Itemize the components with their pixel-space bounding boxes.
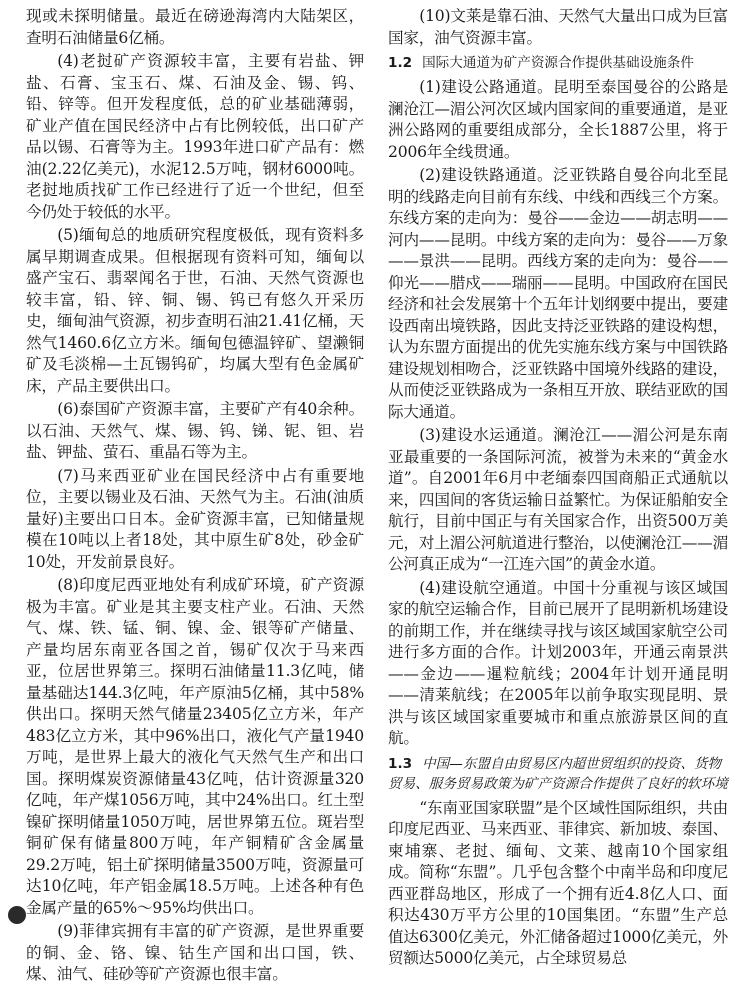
paragraph-water: (3)建设水运通道。澜沧江——湄公河是东南亚最重要的一条国际河流，被誉为未来的“黄金水道”。自2001年6月中老缅泰四国商船正式通航以来，四国间的客货运输日益繁忙。为保证船舶安全航行，目前中国正与有关国家合作，出资500万美元，对上湄公河航道进行整治，以使澜沧江——湄公河真正成为“一江连六国”的黄金水道。 [388, 426, 728, 573]
paragraph-brunei: (10)文莱是靠石油、天然气大量出口成为巨富国家，油气资源丰富。 [388, 7, 728, 47]
paragraph-air: (4)建设航空通道。中国十分重视与该区域国家的航空运输合作，目前已展开了昆明新机场建设的前期工作，并在继续寻找与该区域国家航空公司进行多方面的合作。计划2003年，开通云南景洪——金边——暹粒航线；2004年计划开通昆明——清莱航线；在2005年以前争取实现昆明、景洪与该区域国家重要城市和重点旅游景区间的直航。 [388, 578, 728, 747]
paragraph-road: (1)建设公路通道。昆明至泰国曼谷的公路是澜沧江—湄公河次区域内国家间的重要通道，是亚洲公路网的重要组成部分，全长1887公里，将于2006年全线贯通。 [388, 78, 728, 161]
section-title: 中国—东盟自由贸易区内超世贸组织的投资、货物贸易、服务贸易政策为矿产资源合作提供了良好的软环境 [388, 755, 728, 792]
paragraph-malaysia: (7)马来西亚矿业在国民经济中占有重要地位，主要以锡业及石油、天然气为主。石油(油质量好)主要出口日本。金矿资源丰富，已知储量规模在10吨以上者18处，其中原生矿8处，砂金矿10处，开发前景良好。 [26, 466, 364, 571]
section-number: 1.2 [388, 55, 413, 71]
paragraph-philippines: (9)菲律宾拥有丰富的矿产资源，是世界重要的铜、金、铬、镍、钴生产国和出口国，铁、煤、油气、硅砂等矿产资源也很丰富。 [26, 922, 364, 983]
left-column [26, 6, 364, 988]
section-heading-1-3 [388, 754, 728, 794]
paragraph-thailand: (6)泰国矿产资源丰富，主要矿产有40余种。以石油、天然气、煤、锡、钨、锑、铌、钽、岩盐、钾盐、萤石、重晶石等为主。 [26, 400, 364, 461]
page-corner-mark [8, 906, 26, 924]
paragraph-indonesia: (8)印度尼西亚地处有利成矿环境，矿产资源极为丰富。矿业是其主要支柱产业。石油、天然气、煤、铁、锰、铜、镍、金、银等矿产储量、产量均居东南亚各国之首，锡矿仅次于马来西亚，位居世界第三。探明石油储量11.3亿吨，储量基础达144.3亿吨，年产原油5亿桶，其中58%供出口。探明天然气储量23405亿立方米，年产483亿立方米，其中96%出口，液化气产量1940万吨，是世界上最大的液化气天然气生产和出口国。探明煤炭资源储量43亿吨，估计资源量320亿吨，年产煤1056万吨，其中24%出口。红土型镍矿探明储量1050万吨，居世界第五位。斑岩型铜矿保有储量800万吨，年产铜精矿含金属量29.2万吨，铝土矿探明储量3500万吨，资源量可达10亿吨，年产铝金属18.5万吨。上述各种有色金属产量的65%～95%均供出口。 [26, 576, 364, 917]
section-heading-1-2 [388, 53, 728, 73]
paragraph: 现或未探明储量。最近在磅逊海湾内大陆架区，查明石油储量6亿桶。 [26, 7, 364, 47]
paragraph-myanmar: (5)缅甸总的地质研究程度极低，现有资料多属早期调查成果。但根据现有资料可知，缅甸以盛产宝石、翡翠闻名于世，石油、天然气资源也较丰富，铅、锌、铜、锡、钨已有悠久开采历史，缅甸油气资源，初步查明石油21.41亿桶，天然气1460.6亿立方米。缅甸包德温锌矿、望濑铜矿及毛淡棉—土瓦锡钨矿，均属大型有色金属矿床，产品主要供出口。 [26, 226, 364, 395]
paragraph-rail: (2)建设铁路通道。泛亚铁路自曼谷向北至昆明的线路走向目前有东线、中线和西线三个方案。东线方案的走向为：曼谷——金边——胡志明——河内——昆明。中线方案的走向为：曼谷——万象——景洪——昆明。西线方案的走向为：曼谷——仰光——腊戍——瑞丽——昆明。中国政府在国民经济和社会发展第十个五年计划纲要中提出，要建设西南出境铁路，因此支持泛亚铁路的建设构想，认为东盟方面提出的优先实施东线方案与中国铁路建设规划相吻合，泛亚铁路中国境外线路的建设，从而使泛亚铁路成为一条相互开放、联结亚欧的国际大通道。 [388, 166, 728, 421]
paragraph-asean: “东南亚国家联盟”是个区域性国际组织，共由印度尼西亚、马来西亚、菲律宾、新加坡、泰国、柬埔寨、老挝、缅甸、文莱、越南10个国家组成。简称“东盟”。几乎包含整个中南半岛和印度尼西亚群岛地区，形成了一个拥有近4.8亿人口、面积达430万平方公里的10国集团。“东盟”生产总值达6300亿美元，外汇储备超过1000亿美元，外贸额达5000亿美元，占全球贸易总 [388, 798, 728, 967]
paragraph-laos: (4)老挝矿产资源较丰富，主要有岩盐、钾盐、石膏、宝玉石、煤、石油及金、锡、钨、铅、锌等。但开发程度低，总的矿业基础薄弱，矿业产值在国民经济中占有比例较低，出口矿产品以锡、石膏等为主。1993年进口矿产品有：燃油(2.22亿美元)，水泥12.5万吨，钢材6000吨。老挝地质找矿工作已经进行了近一个世纪，但至今仍处于较低的水平。 [26, 52, 364, 221]
section-number: 1.3 [388, 755, 413, 772]
section-title: 国际大通道为矿产资源合作提供基础设施条件 [422, 55, 694, 71]
right-column [388, 6, 728, 972]
